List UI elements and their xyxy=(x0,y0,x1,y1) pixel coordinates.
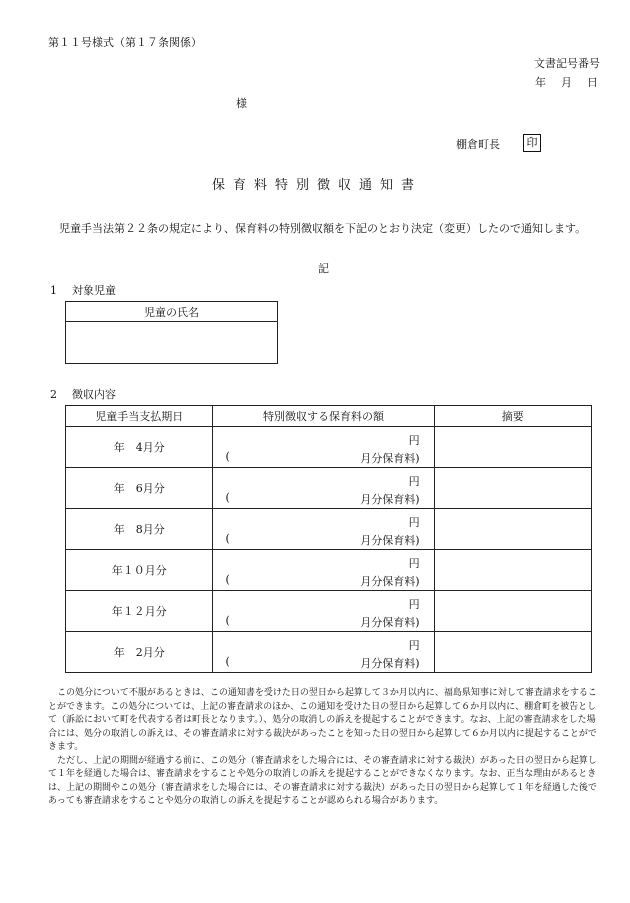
table-row xyxy=(66,427,592,468)
remarks-cell[interactable] xyxy=(434,509,591,550)
yen-unit: 円 xyxy=(408,434,420,447)
period-cell: 年 8月分 xyxy=(66,509,213,550)
header-amount: 特別徴収する保育料の額 xyxy=(213,406,434,427)
intro-paragraph: 児童手当法第２２条の規定により、保育料の特別徴収額を下記のとおり決定（変更）したので通知します。 xyxy=(59,222,587,235)
section-1-number: 1 xyxy=(50,284,57,297)
addressee-honorific: 様 xyxy=(236,97,247,110)
remarks-cell[interactable] xyxy=(434,427,591,468)
table-row xyxy=(66,550,592,591)
month-fee-label: 月分保育料) xyxy=(360,575,420,588)
section-2-heading xyxy=(50,388,116,401)
appeal-notice xyxy=(48,687,604,809)
section-1-heading xyxy=(50,284,116,297)
yen-unit: 円 xyxy=(408,475,420,488)
period-cell: 年１０月分 xyxy=(66,550,213,591)
child-name-header: 児童の氏名 xyxy=(66,302,278,322)
yen-unit: 円 xyxy=(408,639,420,652)
ki-marker: 記 xyxy=(318,262,329,275)
month-fee-label: 月分保育料) xyxy=(360,493,420,506)
yen-unit: 円 xyxy=(408,557,420,570)
table-row xyxy=(66,509,592,550)
sender-title: 棚倉町長 xyxy=(456,138,500,151)
document-title: 保育料特別徴収通知書 xyxy=(212,178,423,193)
section-2-label: 徴収内容 xyxy=(72,388,116,401)
form-number: 第１１号様式（第１７条関係） xyxy=(48,36,202,49)
yen-unit: 円 xyxy=(408,516,420,529)
yen-unit: 円 xyxy=(408,598,420,611)
open-paren: ( xyxy=(225,655,230,668)
amount-cell[interactable] xyxy=(213,632,434,673)
open-paren: ( xyxy=(225,532,230,545)
notice-paragraph: ただし、上記の期間が経過する前に、この処分（審査請求をした場合には、その審査請求に対する裁決）があった日の翌日から起算して１年を経過した場合は、審査請求をすることや処分の取消しの訴えを提起することができなくなります。なお、正当な理由があるときは、上記の期間やこの処分（審査請求をした場合には、その審査請求に対する裁決）があった日の翌日から起算して１年を経過した後であっても審査請求をすることや処分の取消しの訴えを提起することが認められる場合があります。 xyxy=(48,755,597,806)
period-cell: 年１２月分 xyxy=(66,591,213,632)
period-cell: 年 4月分 xyxy=(66,427,213,468)
amount-cell[interactable] xyxy=(213,427,434,468)
amount-cell[interactable] xyxy=(213,550,434,591)
period-cell: 年 2月分 xyxy=(66,632,213,673)
amount-cell[interactable] xyxy=(213,591,434,632)
header-remarks: 摘要 xyxy=(434,406,591,427)
month-fee-label: 月分保育料) xyxy=(360,657,420,670)
table-row xyxy=(66,591,592,632)
open-paren: ( xyxy=(225,491,230,504)
month-fee-label: 月分保育料) xyxy=(360,616,420,629)
child-name-cell[interactable] xyxy=(66,322,278,364)
table-row xyxy=(66,468,592,509)
notice-paragraph: この処分について不服があるときは、この通知書を受けた日の翌日から起算して３か月以内に、福島県知事に対して審査請求をすることができます。この処分については、上記の審査請求のほか、この通知を受けた日の翌日から起算して６か月以内に、棚倉町を被告として（訴訟において町を代表する者は町長となります。）、処分の取消しの訴えを提起することができます。なお、上記の審査請求をした場合には、処分の取消しの訴えは、その審査請求に対する裁決があったことを知った日の翌日から起算して６か月以内に提起することができます。 xyxy=(48,688,597,752)
remarks-cell[interactable] xyxy=(434,591,591,632)
month-fee-label: 月分保育料) xyxy=(360,534,420,547)
section-2-number: 2 xyxy=(50,388,57,401)
period-cell: 年 6月分 xyxy=(66,468,213,509)
seal-stamp: 印 xyxy=(523,134,541,152)
remarks-cell[interactable] xyxy=(434,468,591,509)
open-paren: ( xyxy=(225,573,230,586)
child-name-table xyxy=(65,301,278,364)
table-row xyxy=(66,632,592,673)
document-number: 文書記号番号 xyxy=(534,57,600,70)
remarks-cell[interactable] xyxy=(434,632,591,673)
open-paren: ( xyxy=(225,450,230,463)
amount-cell[interactable] xyxy=(213,468,434,509)
remarks-cell[interactable] xyxy=(434,550,591,591)
amount-cell[interactable] xyxy=(213,509,434,550)
month-fee-label: 月分保育料) xyxy=(360,452,420,465)
section-1-label: 対象児童 xyxy=(72,284,116,297)
collection-table xyxy=(65,405,592,673)
document-date: 年 月 日 xyxy=(535,76,600,89)
open-paren: ( xyxy=(225,614,230,627)
header-payment-date: 児童手当支払期日 xyxy=(66,406,213,427)
